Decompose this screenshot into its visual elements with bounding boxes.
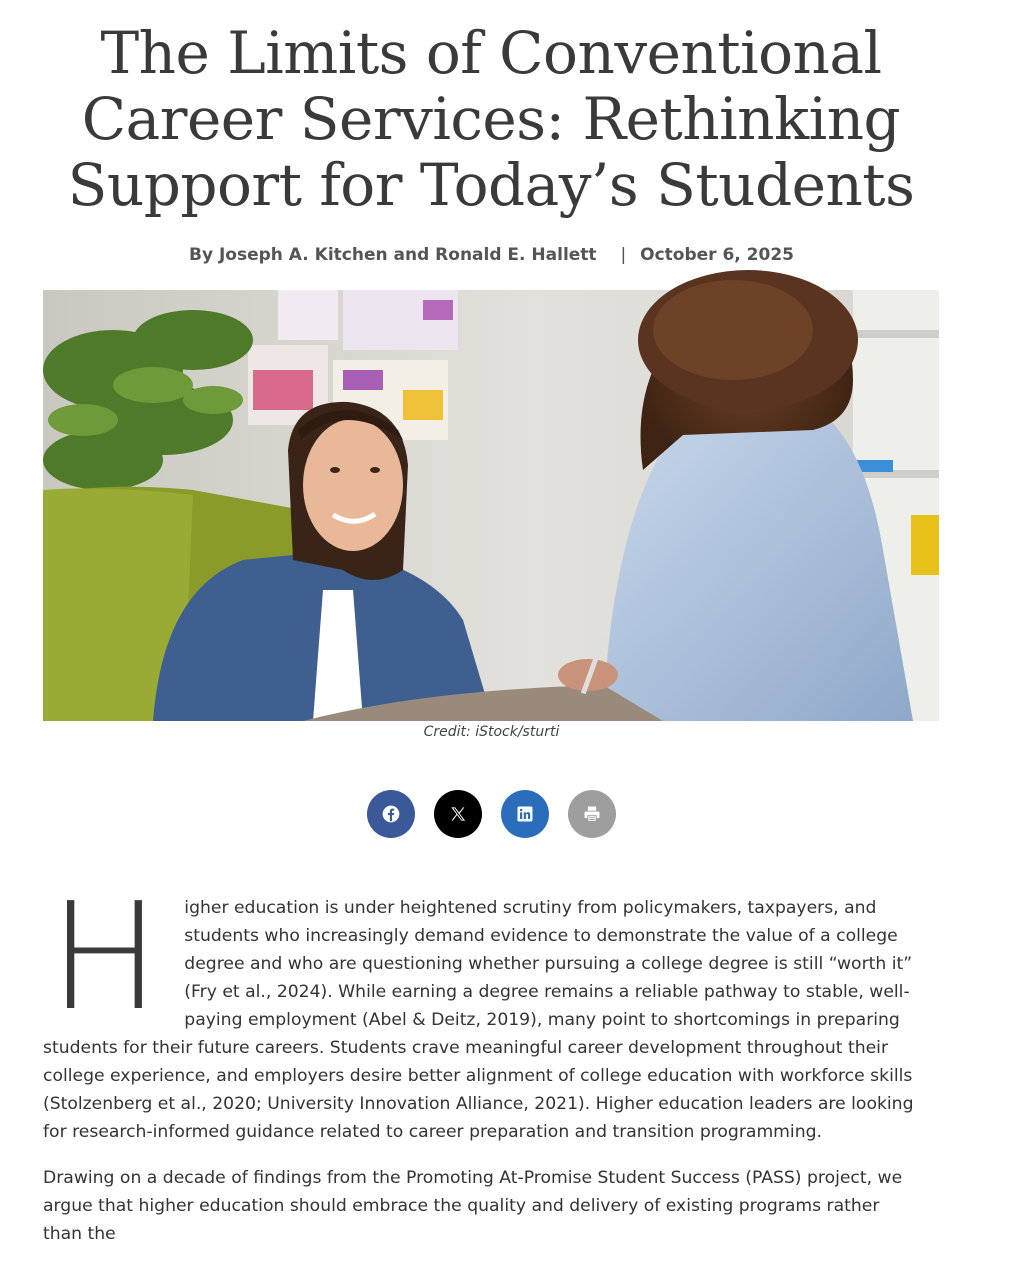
- article-paragraph: igher education is under heightened scrutiny from policymakers, taxpayers, and students who increasingly demand evidence to demonstrate the value of a college degree and who are questioning whether pursuing a college degree is still “worth it” (Fry et al., 2024). While earning a degree remains a reliable pathway to stable, well-paying employment (Abel & Deitz, 2019), many point to shortcomings in preparing students for their future careers. Students crave meaningful career development throughout their college experience, and employers desire better alignment of college education with workforce skills (Stolzenberg et al., 2020; University Innovation Alliance, 2021). Higher education leaders are looking for research-informed guidance related to career preparation and transition programming.: [43, 898, 914, 1142]
- linkedin-share-button[interactable]: [501, 790, 549, 838]
- byline: [0, 245, 983, 265]
- linkedin-icon: [515, 804, 535, 824]
- article-body: [43, 871, 923, 1266]
- author-names: By Joseph A. Kitchen and Ronald E. Hallett: [189, 245, 597, 265]
- facebook-icon: [381, 804, 401, 824]
- share-bar: [367, 790, 616, 838]
- article-paragraph: Drawing on a decade of findings from the Promoting At-Promise Student Success (PASS) project, we argue that higher education should embrace the quality and delivery of existing programs rather than the: [43, 1168, 903, 1244]
- facebook-share-button[interactable]: [367, 790, 415, 838]
- byline-separator: |: [620, 245, 627, 265]
- publish-date: October 6, 2025: [640, 245, 794, 265]
- x-share-button[interactable]: [434, 790, 482, 838]
- hero-image: [43, 290, 939, 721]
- print-button[interactable]: [568, 790, 616, 838]
- x-icon: [448, 804, 468, 824]
- article-title: The Limits of Conventional Career Services: Rethinking Support for Today’s Students: [67, 19, 915, 219]
- drop-cap: H: [49, 871, 161, 1043]
- image-credit: Credit: iStock/sturti: [423, 724, 560, 740]
- print-icon: [582, 804, 602, 824]
